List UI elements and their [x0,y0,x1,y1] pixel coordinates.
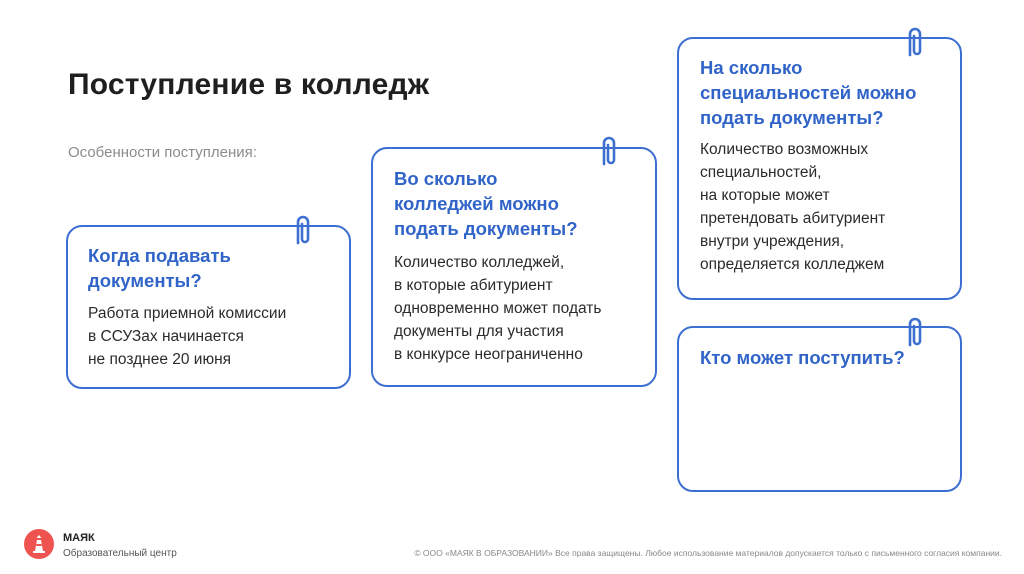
paperclip-icon [290,213,316,247]
page-subtitle: Особенности поступления: [68,144,257,161]
copyright-notice: © ООО «МАЯК В ОБРАЗОВАНИИ» Все права защищены. Любое использование материалов допускается только с письменного согласия компании. [414,548,1002,558]
paperclip-icon [902,315,928,349]
page-title: Поступление в колледж [68,68,430,101]
card-question: Кто может поступить? [700,347,905,368]
card-question: Когда подавать документы? [88,245,231,291]
brand-name: МАЯК [63,532,95,544]
card-answer: Количество возможных специальностей, на которые может претендовать абитуриент внутри учреждения, определяется колледжем [700,141,886,273]
card-answer: Работа приемной комиссии в ССУЗах начинается не позднее 20 июня [88,305,287,368]
card-question: На сколько специальностей можно подать документы? [700,57,917,128]
lighthouse-logo-icon [24,529,54,559]
paperclip-icon [902,25,928,59]
card-answer: Количество колледжей, в которые абитуриент одновременно может подать документы для участия в конкурсе неограниченно [394,254,602,363]
card-question: Во сколько колледжей можно подать документы? [394,168,578,239]
paperclip-icon [596,134,622,168]
brand-subtitle: Образовательный центр [63,548,177,559]
